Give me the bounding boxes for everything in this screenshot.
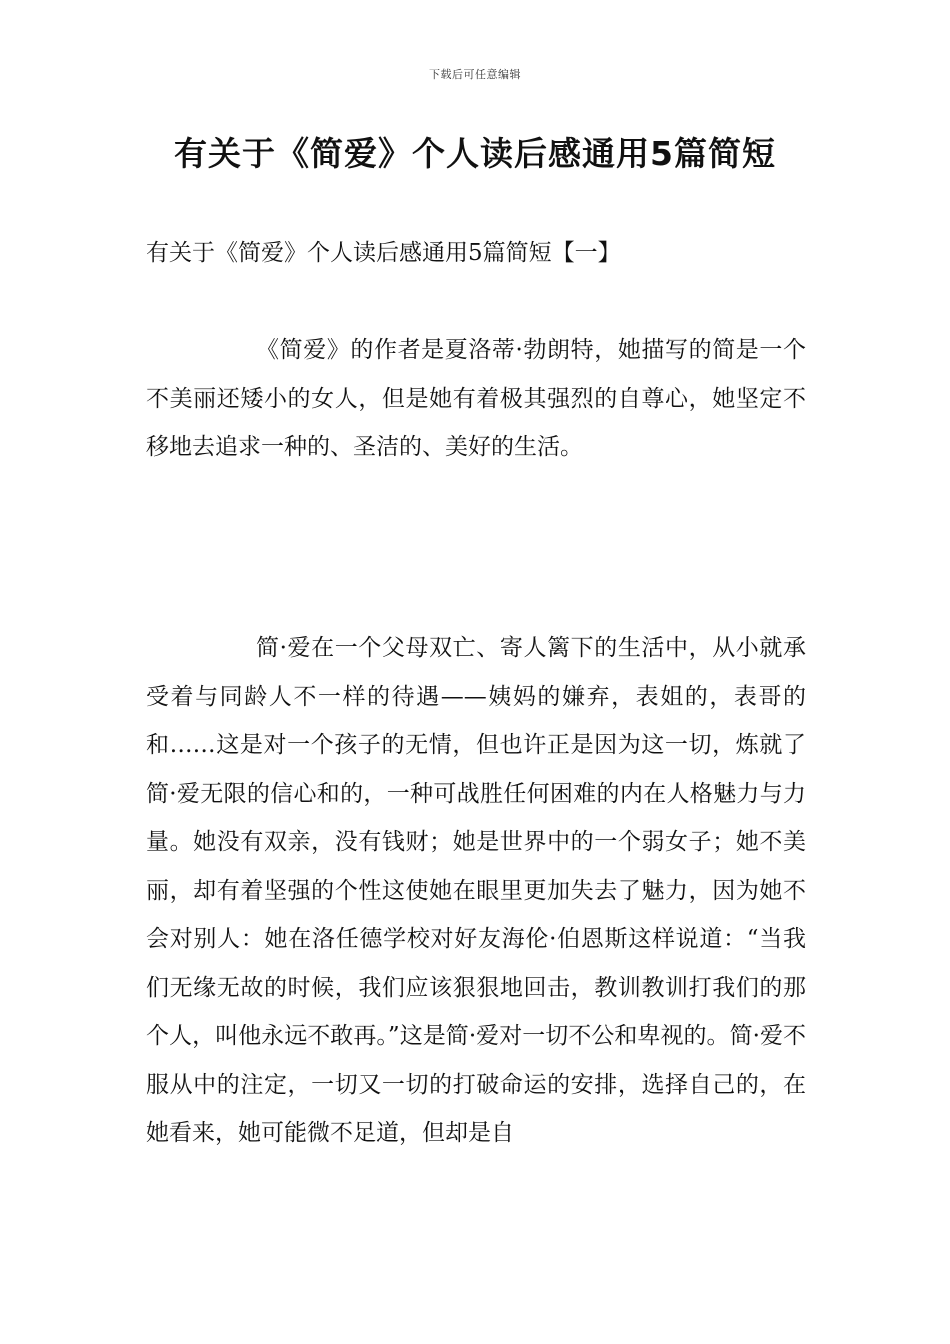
body-paragraph-2: 简·爱在一个父母双亡、寄人篱下的生活中，从小就承受着与同龄人不一样的待遇——姨妈的嫌弃，表姐的，表哥的和……这是对一个孩子的无情，但也许正是因为这一切，炼就了简·爱无限的信心和的，一种可战胜任何困难的内在人格魅力与力量。她没有双亲，没有钱财；她是世界中的一个弱女子；她不美丽，却有着坚强的个性这使她在眼里更加失去了魅力，因为她不会对别人：她在洛任德学校对好友海伦·伯恩斯这样说道：“当我们无缘无故的时候，我们应该狠狠地回击，教训教训打我们的那个人，叫他永远不敢再。”这是简·爱对一切不公和卑视的。简·爱不服从中的注定，一切又一切的打破命运的安排，选择自己的，在她看来，她可能微不足道，但却是自 xyxy=(146,635,806,1146)
body-paragraph-1: 《简爱》的作者是夏洛蒂·勃朗特，她描写的简是一个不美丽还矮小的女人，但是她有着极其强烈的自尊心，她坚定不移地去追求一种的、圣洁的、美好的生活。 xyxy=(146,337,806,460)
section-heading: 有关于《简爱》个人读后感通用5篇简短【一】 xyxy=(146,240,621,266)
header-note: 下载后可任意编辑 xyxy=(429,68,521,81)
document-title: 有关于《简爱》个人读后感通用5篇简短 xyxy=(174,134,776,173)
